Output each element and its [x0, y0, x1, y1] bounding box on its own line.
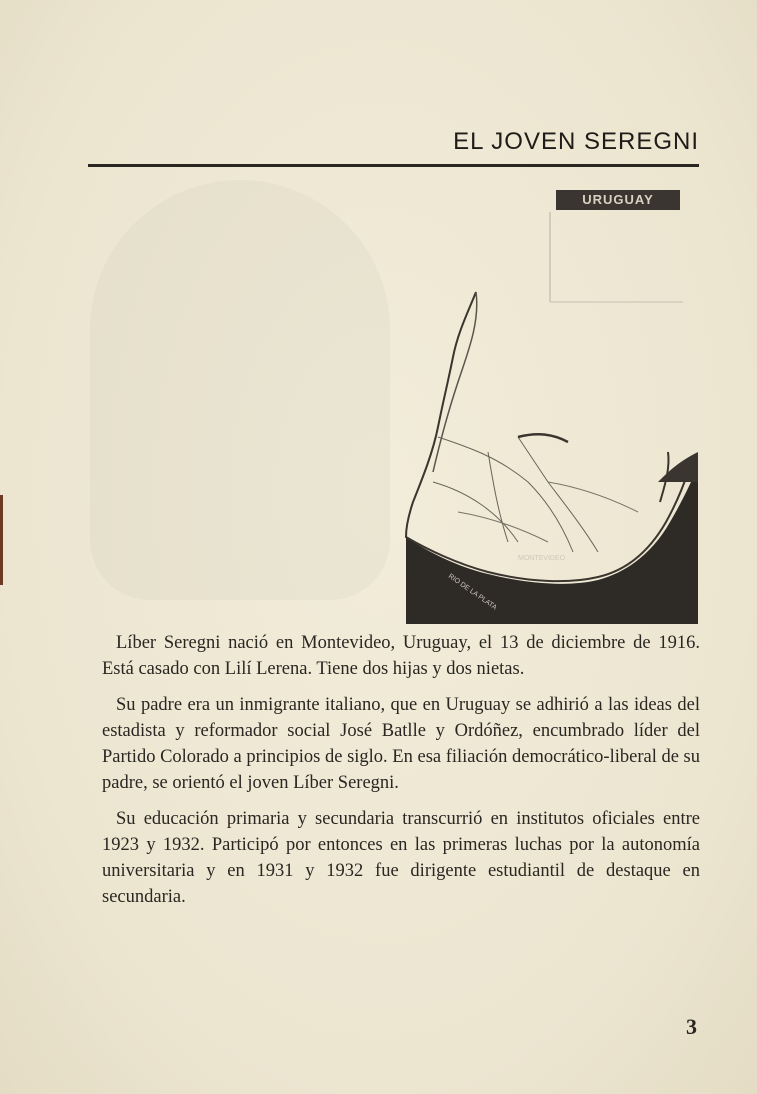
paragraph-3: Su educación primaria y secundaria transcurrió en institutos oficiales entre 1923 y 1932. Participó por entonces en las primeras luchas por la autonomía universitaria y en 1931 y 1932 fue dirigente estudiantil de destaque en secundaria. — [102, 809, 700, 907]
map-title: URUGUAY — [556, 190, 680, 210]
page-title: EL JOVEN SEREGNI — [453, 128, 699, 155]
title-rule — [88, 164, 699, 167]
bleed-through-portrait — [90, 180, 390, 600]
paragraph-1: Líber Seregni nació en Montevideo, Uruguay, el 13 de diciembre de 1916. Está casado con Lilí Lerena. Tiene dos hijas y dos nietas. — [102, 633, 700, 679]
body-text — [102, 630, 700, 920]
paragraph-2: Su padre era un inmigrante italiano, que en Uruguay se adhirió a las ideas del estadista y reformador social José Batlle y Ordóñez, encumbrado líder del Partido Colorado a principios de siglo. En esa filiación democrático-liberal de su padre, se orientó el joven Líber Seregni. — [102, 695, 700, 793]
map-label-montevideo: MONTEVIDEO — [518, 555, 566, 562]
uruguay-map — [398, 182, 700, 624]
map-label-rio-de-la-plata: RIO DE LA PLATA — [446, 572, 498, 612]
page-number: 3 — [686, 1014, 697, 1039]
binding-staple — [0, 495, 11, 585]
